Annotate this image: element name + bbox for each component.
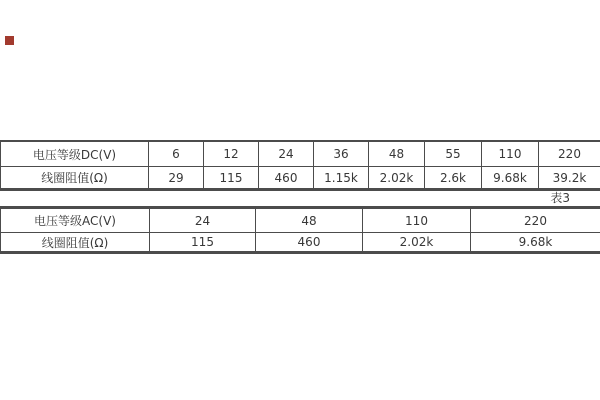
dc-voltage-cell: 24 bbox=[259, 141, 314, 167]
ac-resistance-row-label: 线圈阻值(Ω) bbox=[1, 233, 150, 253]
ac-resistance-cell: 115 bbox=[150, 233, 256, 253]
dc-resistance-cell: 39.2k bbox=[539, 167, 600, 190]
dc-voltage-cell: 12 bbox=[204, 141, 259, 167]
dc-voltage-cell: 55 bbox=[425, 141, 482, 167]
dc-resistance-cell: 2.02k bbox=[369, 167, 425, 190]
dc-resistance-cell: 2.6k bbox=[425, 167, 482, 190]
table-row bbox=[1, 208, 600, 233]
dc-resistance-row-label: 线圈阻值(Ω) bbox=[1, 167, 149, 190]
ac-resistance-cell: 2.02k bbox=[363, 233, 471, 253]
ac-voltage-cell: 110 bbox=[363, 208, 471, 233]
dc-voltage-cell: 36 bbox=[314, 141, 369, 167]
ac-resistance-cell: 460 bbox=[256, 233, 363, 253]
dc-voltage-cell: 6 bbox=[149, 141, 204, 167]
dc-resistance-cell: 9.68k bbox=[482, 167, 539, 190]
ac-resistance-cell: 9.68k bbox=[471, 233, 600, 253]
table3-caption: 表3 bbox=[550, 191, 570, 205]
dc-voltage-table bbox=[0, 140, 600, 191]
ac-voltage-cell: 24 bbox=[150, 208, 256, 233]
dc-voltage-cell: 110 bbox=[482, 141, 539, 167]
table-row bbox=[1, 141, 600, 167]
ac-voltage-table bbox=[0, 206, 600, 254]
dc-resistance-cell: 460 bbox=[259, 167, 314, 190]
dc-resistance-cell: 29 bbox=[149, 167, 204, 190]
dc-row-label: 电压等级DC(V) bbox=[1, 141, 149, 167]
table-row bbox=[1, 233, 600, 253]
tables-block bbox=[0, 140, 600, 254]
ac-voltage-cell: 220 bbox=[471, 208, 600, 233]
dc-resistance-cell: 115 bbox=[204, 167, 259, 190]
dc-voltage-cell: 220 bbox=[539, 141, 600, 167]
ac-voltage-cell: 48 bbox=[256, 208, 363, 233]
ac-row-label: 电压等级AC(V) bbox=[1, 208, 150, 233]
red-square-marker bbox=[5, 36, 14, 45]
table-row bbox=[1, 167, 600, 190]
dc-resistance-cell: 1.15k bbox=[314, 167, 369, 190]
dc-voltage-cell: 48 bbox=[369, 141, 425, 167]
